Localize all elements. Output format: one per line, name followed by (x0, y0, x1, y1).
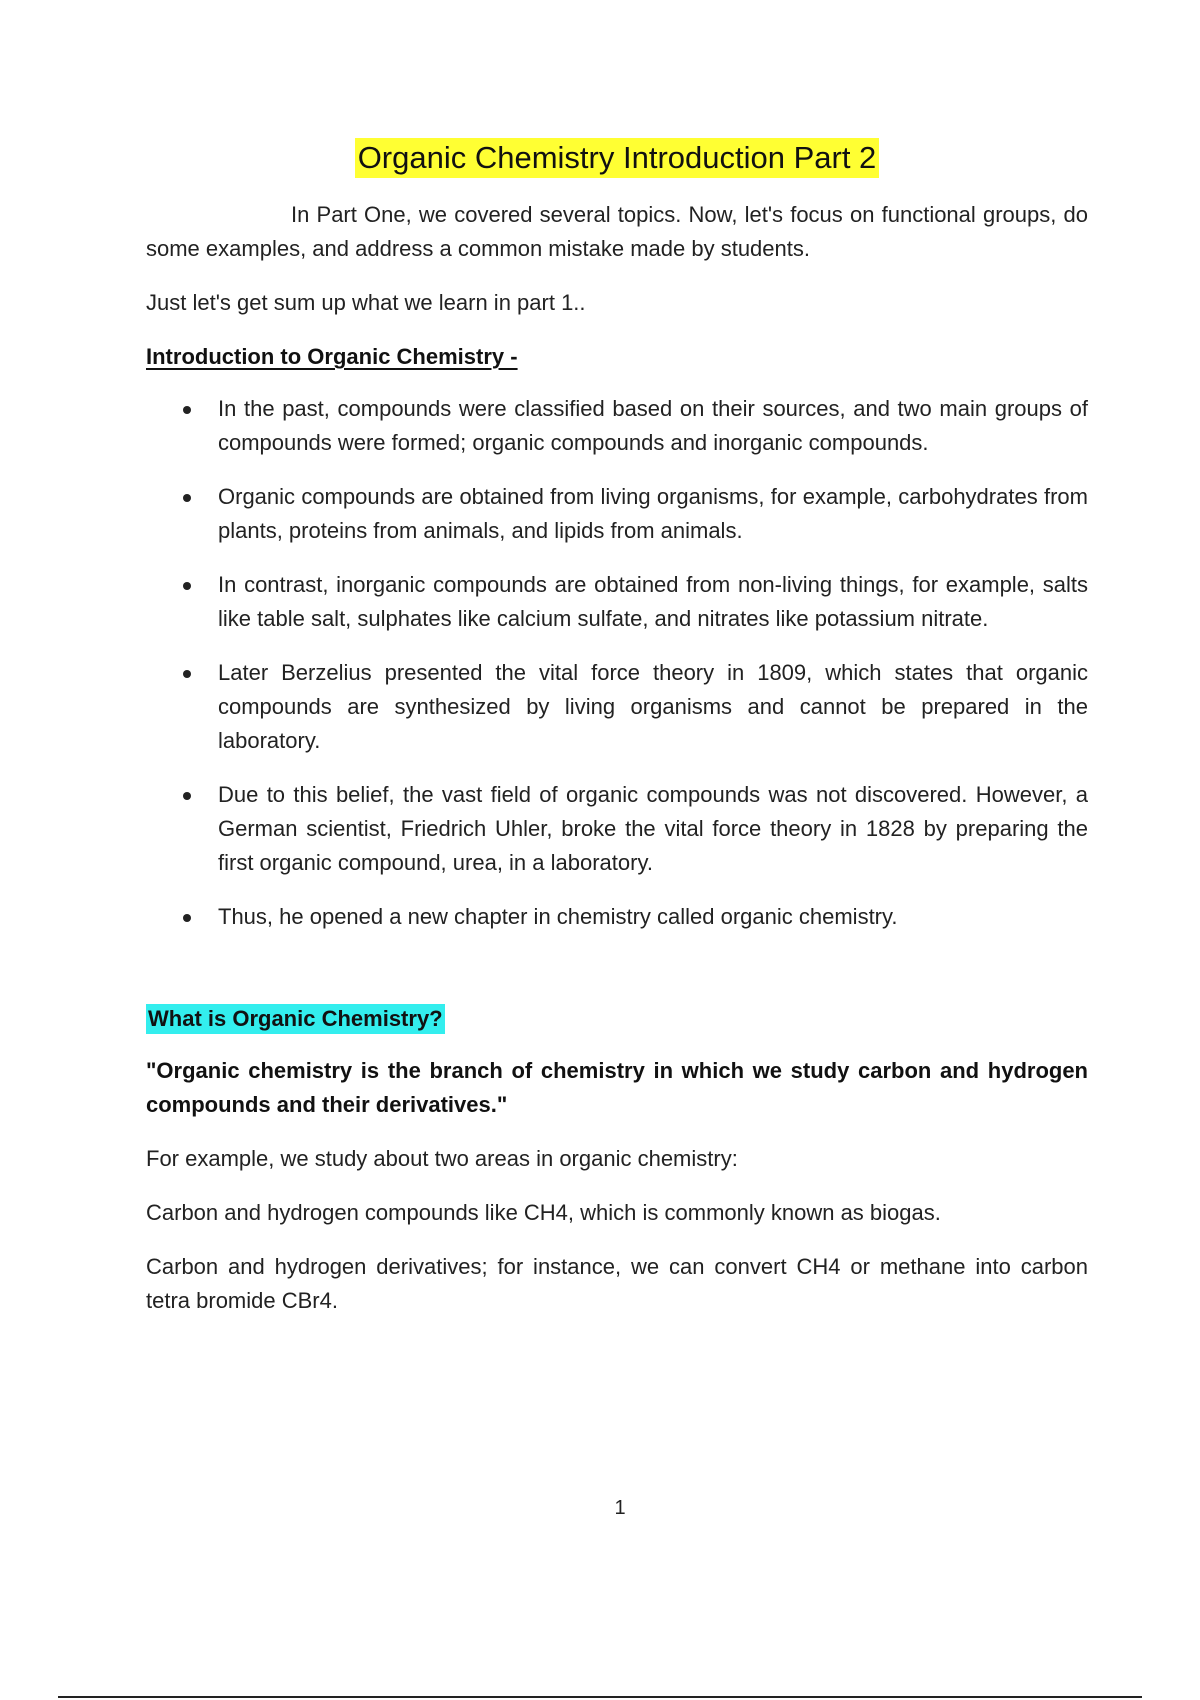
section-heading-introduction: Introduction to Organic Chemistry - (146, 344, 518, 369)
title-row (146, 138, 1088, 178)
page-title: Organic Chemistry Introduction Part 2 (355, 138, 880, 178)
bullet-icon (183, 792, 191, 800)
bullet-icon (183, 670, 191, 678)
list-item-text: In contrast, inorganic compounds are obtained from non-living things, for example, salts like table salt, sulphates like calcium sulfate, and nitrates like potassium nitrate. (218, 572, 1088, 631)
page-number: 1 (614, 1497, 626, 1519)
list-item (146, 778, 1088, 880)
list-item (146, 392, 1088, 460)
list-item (146, 568, 1088, 636)
list-item-text: Later Berzelius presented the vital force theory in 1809, which states that organic compounds are synthesized by living organisms and cannot be prepared in the laboratory. (218, 660, 1088, 753)
list-item-text: Due to this belief, the vast field of organic compounds was not discovered. However, a German scientist, Friedrich Uhler, broke the vital force theory in 1828 by preparing the first organic compound, urea, in a laboratory. (218, 782, 1088, 875)
bottom-divider (58, 1696, 1142, 1698)
bullet-icon (183, 494, 191, 502)
section-heading-what-is: What is Organic Chemistry? (146, 1004, 445, 1034)
list-item (146, 480, 1088, 548)
intro-paragraph: In Part One, we covered several topics. Now, let's focus on functional groups, do some examples, and address a common mistake made by students. (146, 202, 1088, 261)
list-item-text: In the past, compounds were classified based on their sources, and two main groups of compounds were formed; organic compounds and inorganic compounds. (218, 396, 1088, 455)
example-paragraph: For example, we study about two areas in organic chemistry: (146, 1146, 738, 1171)
list-item-text: Organic compounds are obtained from living organisms, for example, carbohydrates from plants, proteins from animals, and lipids from animals. (218, 484, 1088, 543)
section-spacer (146, 954, 1088, 1004)
bullet-list (146, 392, 1088, 934)
bullet-icon (183, 406, 191, 414)
list-item-text: Thus, he opened a new chapter in chemistry called organic chemistry. (218, 904, 898, 929)
definition-quote: "Organic chemistry is the branch of chemistry in which we study carbon and hydrogen compounds and their derivatives." (146, 1058, 1088, 1117)
list-item (146, 656, 1088, 758)
list-item (146, 900, 1088, 934)
what-is-heading-row (146, 1004, 1088, 1054)
example-paragraph: Carbon and hydrogen derivatives; for instance, we can convert CH4 or methane into carbon tetra bromide CBr4. (146, 1254, 1088, 1313)
bullet-icon (183, 582, 191, 590)
document-body (146, 138, 1088, 1338)
summary-line: Just let's get sum up what we learn in part 1.. (146, 290, 586, 315)
example-paragraph: Carbon and hydrogen compounds like CH4, which is commonly known as biogas. (146, 1200, 941, 1225)
bullet-icon (183, 914, 191, 922)
